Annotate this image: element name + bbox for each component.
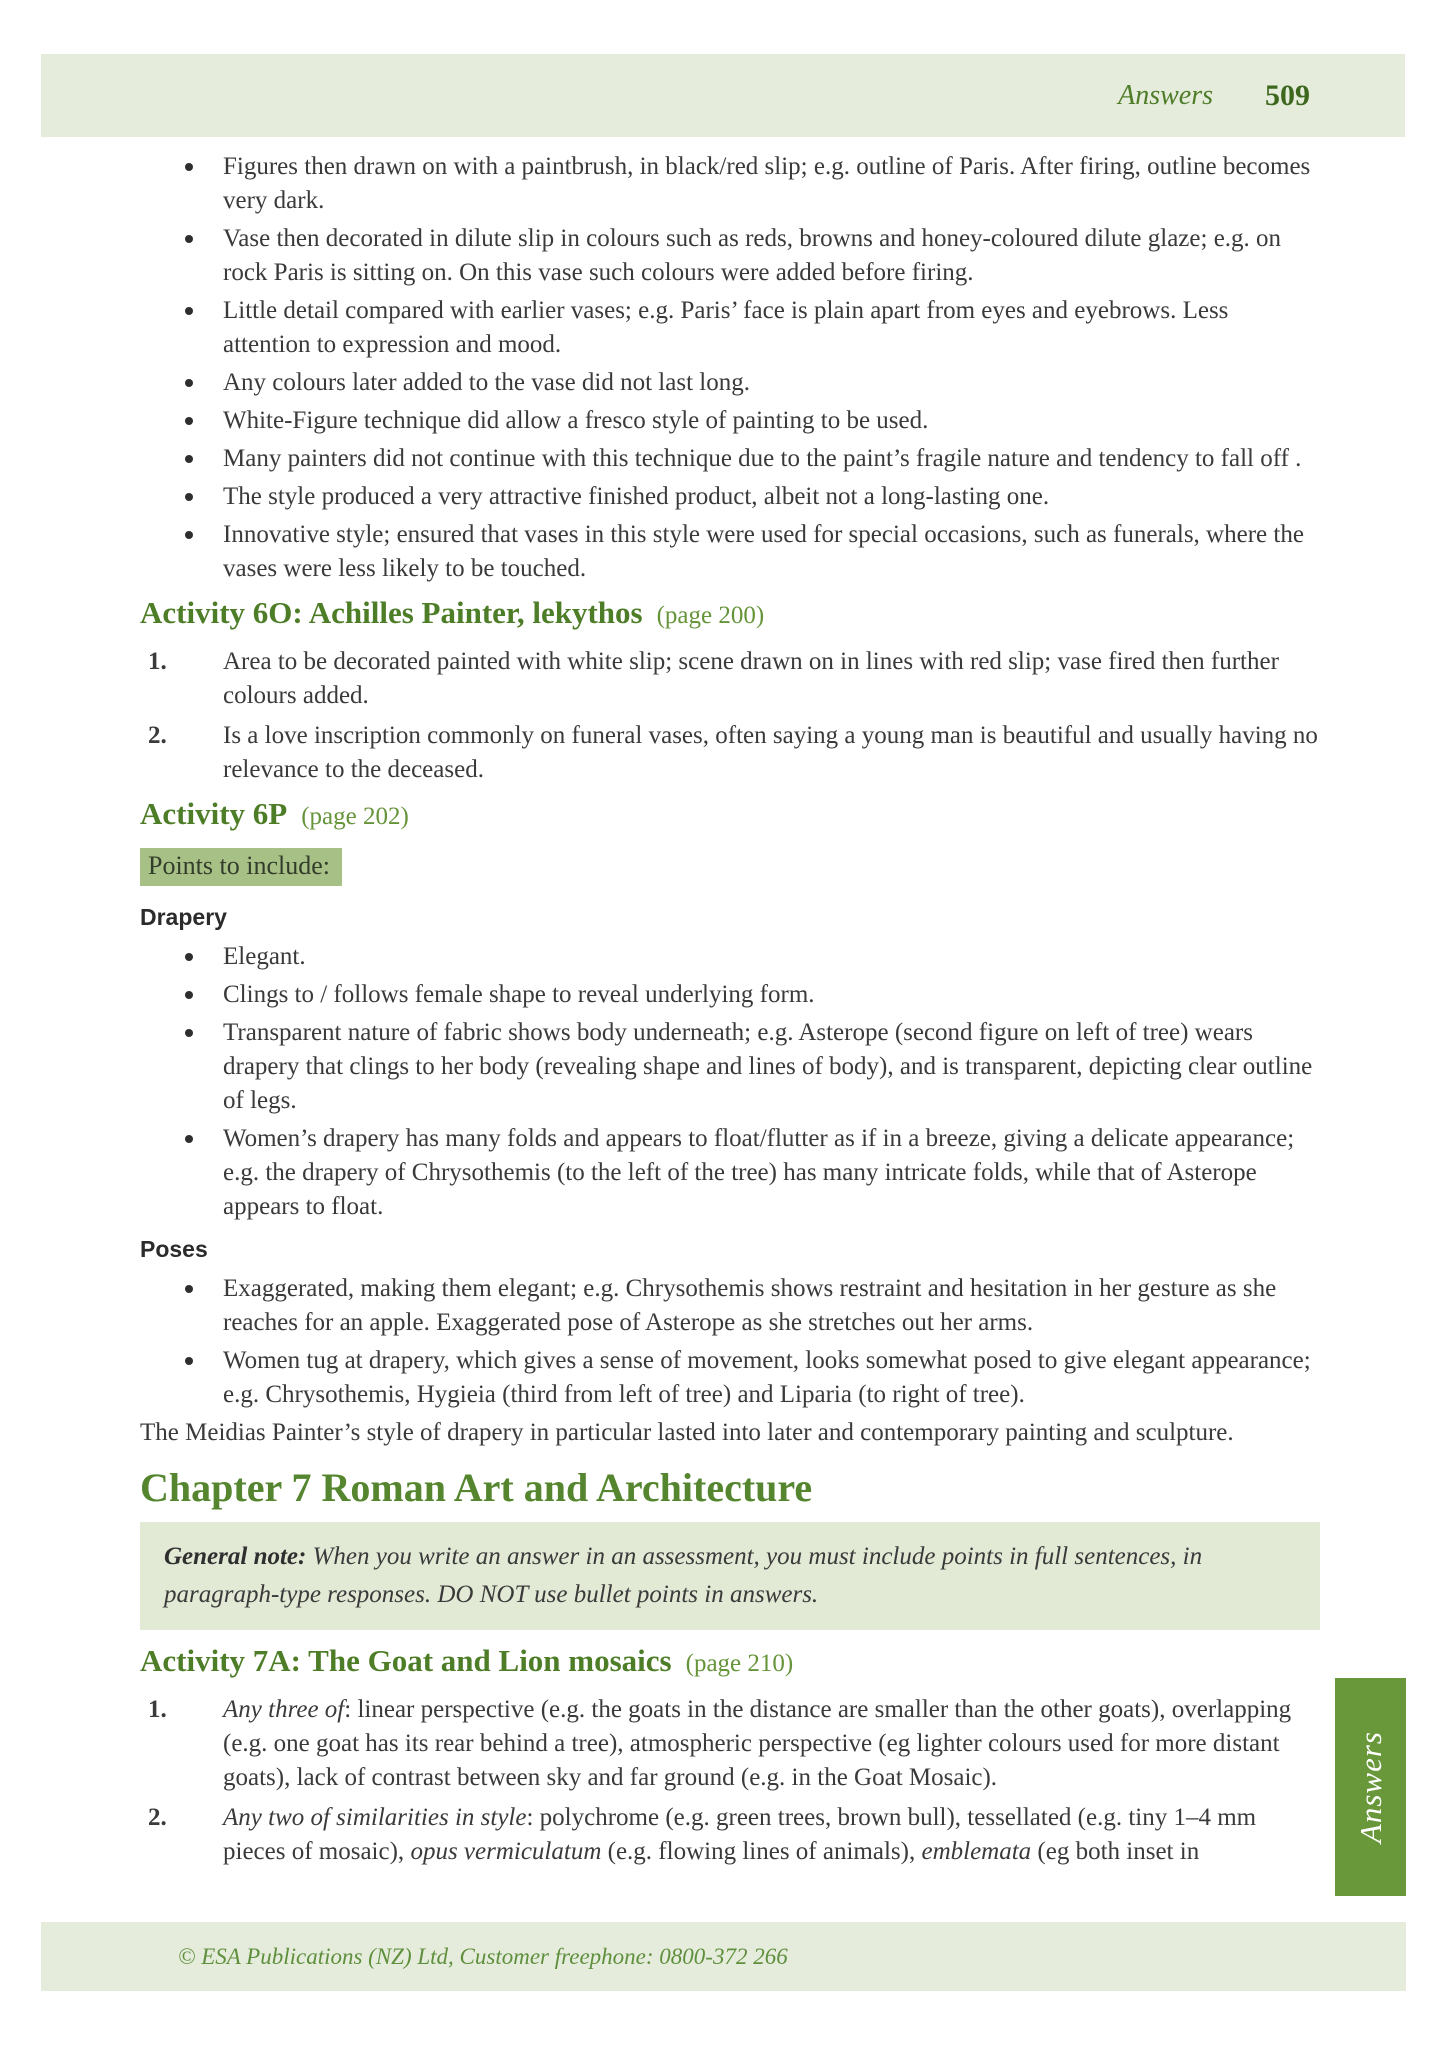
bullet-item bbox=[140, 1344, 1320, 1412]
answer-text: Area to be decorated painted with white slip; scene drawn on in lines with red slip; vase fired then further colours added. bbox=[223, 648, 1279, 709]
general-note-box bbox=[140, 1522, 1320, 1630]
bullet-text: Women’s drapery has many folds and appears to float/flutter as if in a breeze, giving a delicate appearance; e.g. the drapery of Chrysothemis (to the left of the tree) has many intricate folds, while that of Asterope appears to float. bbox=[223, 1125, 1295, 1220]
activity-7a-page-ref: (page 210) bbox=[685, 1650, 794, 1677]
bullet-item bbox=[140, 150, 1320, 218]
bullet-icon bbox=[185, 531, 193, 539]
bullet-item bbox=[140, 518, 1320, 586]
bullet-text: Little detail compared with earlier vases; e.g. Paris’ face is plain apart from eyes and eyebrows. Less attention to expression and mood. bbox=[223, 297, 1229, 358]
activity-6o-title: Activity 6O: Achilles Painter, lekythos bbox=[140, 595, 643, 630]
drapery-label: Drapery bbox=[140, 904, 227, 930]
numbered-answer-item bbox=[140, 719, 1320, 787]
white-figure-bullet-list bbox=[140, 150, 1320, 586]
general-note-text: When you write an answer in an assessment, you must include points in full sentences, in paragraph-type responses. DO NOT use bullet points in answers. bbox=[164, 1543, 1203, 1608]
activity-7a-heading bbox=[140, 1640, 1320, 1685]
answer-number: 2. bbox=[148, 1804, 167, 1831]
bullet-icon bbox=[185, 1029, 193, 1037]
bullet-text: Clings to / follows female shape to reveal underlying form. bbox=[223, 981, 815, 1008]
poses-bullet-list bbox=[140, 1272, 1320, 1412]
answer-text: Is a love inscription commonly on funeral vases, often saying a young man is beautiful and usually having no relevance to the deceased. bbox=[223, 722, 1318, 783]
meidias-painter-paragraph: The Meidias Painter’s style of drapery in particular lasted into later and contemporary painting and sculpture. bbox=[140, 1419, 1234, 1446]
activity-6p-heading bbox=[140, 793, 1320, 838]
footer-copyright: © ESA Publications (NZ) Ltd, Customer freephone: 0800-372 266 bbox=[178, 1943, 788, 1969]
bullet-icon bbox=[185, 417, 193, 425]
bullet-item bbox=[140, 978, 1320, 1012]
bullet-item bbox=[140, 442, 1320, 476]
answers-side-tab bbox=[1335, 1678, 1406, 1896]
bullet-item bbox=[140, 366, 1320, 400]
bullet-item bbox=[140, 1122, 1320, 1224]
bullet-item bbox=[140, 222, 1320, 290]
bullet-icon bbox=[185, 991, 193, 999]
numbered-answer-item bbox=[140, 1801, 1320, 1869]
activity-6o-page-ref: (page 200) bbox=[656, 602, 765, 629]
bullet-icon bbox=[185, 953, 193, 961]
bullet-text: Vase then decorated in dilute slip in colours such as reds, browns and honey-coloured dilute glaze; e.g. on rock Paris is sitting on. On this vase such colours were added before firing. bbox=[223, 225, 1282, 286]
activity-6p-page-ref: (page 202) bbox=[301, 803, 409, 830]
bullet-item bbox=[140, 1016, 1320, 1118]
answer-text: Any two of similarities in style: polychrome (e.g. green trees, brown bull), tessellated (e.g. tiny 1–4 mm pieces of mosaic), opus vermiculatum (e.g. flowing lines of animals), emblemata (eg both inset in bbox=[223, 1804, 1257, 1865]
answer-number: 1. bbox=[148, 1696, 167, 1723]
poses-label: Poses bbox=[140, 1236, 208, 1262]
drapery-bullet-list bbox=[140, 940, 1320, 1224]
bullet-text: Exaggerated, making them elegant; e.g. Chrysothemis shows restraint and hesitation in her gesture as she reaches for an apple. Exaggerated pose of Asterope as she stretches out her arms. bbox=[223, 1275, 1277, 1336]
bullet-text: Figures then drawn on with a paintbrush, in black/red slip; e.g. outline of Paris. After firing, outline becomes very dark. bbox=[223, 153, 1311, 214]
bullet-icon bbox=[185, 1285, 193, 1293]
chapter-7-heading: Chapter 7 Roman Art and Architecture bbox=[140, 1465, 813, 1510]
bullet-text: Elegant. bbox=[223, 943, 306, 970]
answer-number: 1. bbox=[148, 648, 167, 675]
numbered-answer-item bbox=[140, 645, 1320, 713]
bullet-icon bbox=[185, 163, 193, 171]
bullet-text: Transparent nature of fabric shows body underneath; e.g. Asterope (second figure on left of tree) wears drapery that clings to her body (revealing shape and lines of body), and is transparent, depicting clear outline of legs. bbox=[223, 1019, 1313, 1114]
bullet-item bbox=[140, 1272, 1320, 1340]
bullet-icon bbox=[185, 1357, 193, 1365]
header-page-number: 509 bbox=[1265, 78, 1310, 112]
points-to-include-label: Points to include: bbox=[140, 848, 342, 886]
bullet-icon bbox=[185, 379, 193, 387]
answer-number: 2. bbox=[148, 722, 167, 749]
main-content bbox=[140, 150, 1320, 1875]
page-footer-band bbox=[41, 1922, 1406, 1991]
bullet-icon bbox=[185, 1135, 193, 1143]
activity-7a-title: Activity 7A: The Goat and Lion mosaics bbox=[140, 1643, 672, 1678]
activity-6p-title: Activity 6P bbox=[140, 796, 288, 831]
bullet-icon bbox=[185, 455, 193, 463]
bullet-icon bbox=[185, 493, 193, 501]
general-note-label: General note: bbox=[164, 1543, 307, 1570]
activity-6o-heading bbox=[140, 592, 1320, 637]
bullet-item bbox=[140, 294, 1320, 362]
bullet-text: The style produced a very attractive finished product, albeit not a long-lasting one. bbox=[223, 483, 1050, 510]
bullet-icon bbox=[185, 307, 193, 315]
bullet-text: Many painters did not continue with this technique due to the paint’s fragile nature and tendency to fall off . bbox=[223, 445, 1302, 472]
bullet-text: Any colours later added to the vase did not last long. bbox=[223, 369, 750, 396]
bullet-item bbox=[140, 404, 1320, 438]
activity-6o-answer-list bbox=[140, 645, 1320, 787]
side-tab-label: Answers bbox=[1352, 1730, 1388, 1844]
bullet-icon bbox=[185, 235, 193, 243]
bullet-text: Innovative style; ensured that vases in this style were used for special occasions, such as funerals, where the vases were less likely to be touched. bbox=[223, 521, 1304, 582]
header-section-label: Answers bbox=[1118, 79, 1213, 111]
answer-text: Any three of: linear perspective (e.g. the goats in the distance are smaller than the other goats), overlapping (e.g. one goat has its rear behind a tree), atmospheric perspective (eg lighter colours used for more distant goats), lack of contrast between sky and far ground (e.g. in the Goat Mosaic). bbox=[223, 1696, 1292, 1791]
bullet-item bbox=[140, 940, 1320, 974]
page-header-band bbox=[41, 54, 1405, 137]
activity-7a-answer-list bbox=[140, 1693, 1320, 1869]
bullet-text: Women tug at drapery, which gives a sense of movement, looks somewhat posed to give elegant appearance; e.g. Chrysothemis, Hygieia (third from left of tree) and Liparia (to right of tree). bbox=[223, 1347, 1311, 1408]
bullet-text: White-Figure technique did allow a fresco style of painting to be used. bbox=[223, 407, 929, 434]
numbered-answer-item bbox=[140, 1693, 1320, 1795]
bullet-item bbox=[140, 480, 1320, 514]
